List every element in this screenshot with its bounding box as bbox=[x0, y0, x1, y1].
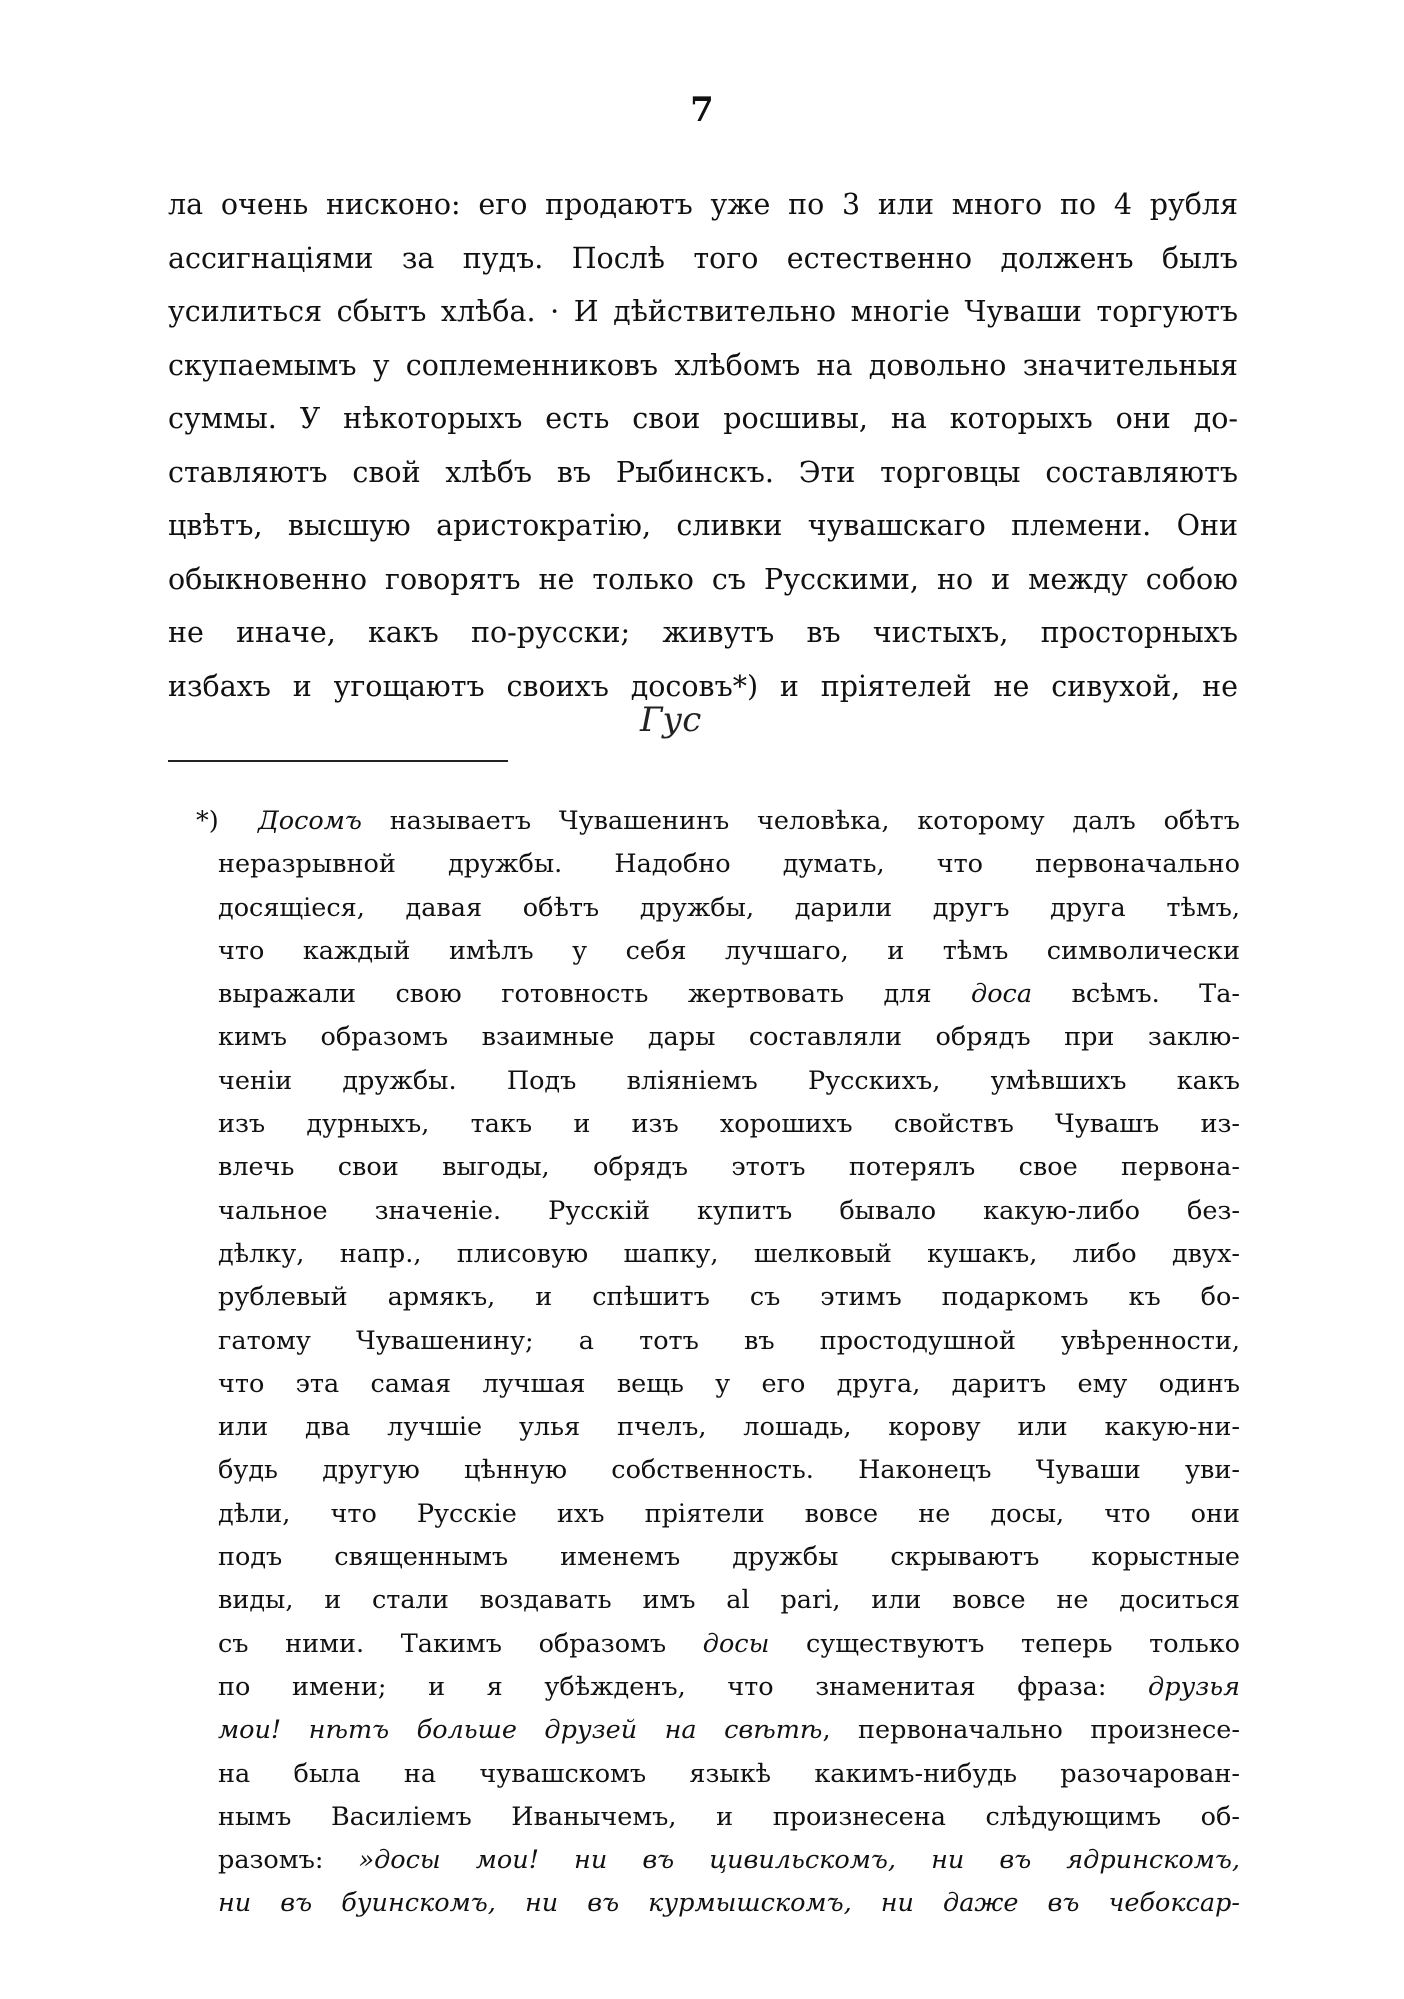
footnote-line bbox=[218, 1016, 1240, 1059]
footnote-run: на была на чувашскомъ языкѣ какимъ-нибудь разочарован- bbox=[218, 1758, 1240, 1789]
footnote-italic-run: доса bbox=[971, 979, 1033, 1010]
footnote-run: что каждый имѣлъ у себя лучшаго, и тѣмъ символически bbox=[218, 935, 1240, 966]
footnote-italic-run: Досомъ bbox=[258, 806, 362, 836]
page-number: 7 bbox=[690, 90, 714, 130]
footnote-run: или два лучшіе улья пчелъ, лошадь, корову или какую-ни- bbox=[218, 1412, 1240, 1443]
main-text-line: усилиться сбытъ хлѣба. · И дѣйствительно многіе Чуваши торгуютъ bbox=[168, 295, 1238, 328]
footnote-line bbox=[218, 1146, 1240, 1189]
footnote-line bbox=[218, 843, 1240, 886]
footnote-line bbox=[218, 1623, 1240, 1666]
footnote-italic-run: мои! нѣтъ больше друзей на свѣтѣ bbox=[218, 1715, 823, 1746]
main-text-line: цвѣтъ, высшую аристократію, сливки чувашскаго племени. Они bbox=[168, 509, 1238, 542]
footnote-marker: *) bbox=[196, 806, 219, 836]
footnote-line bbox=[218, 1276, 1240, 1319]
footnote-run: дѣлку, напр., плисовую шапку, шелковый кушакъ, либо двух- bbox=[218, 1238, 1240, 1269]
footnote-separator-rule bbox=[168, 760, 508, 762]
footnote-line bbox=[218, 973, 1240, 1016]
footnote-line bbox=[218, 1493, 1240, 1536]
footnote-run: чальное значеніе. Русскій купитъ бывало какую-либо без- bbox=[218, 1195, 1240, 1226]
footnote-line bbox=[218, 1666, 1240, 1709]
footnote-run: гатому Чувашенину; а тотъ въ простодушной увѣренности, bbox=[218, 1325, 1240, 1356]
footnote-line bbox=[218, 1753, 1240, 1796]
footnote-line bbox=[218, 1190, 1240, 1233]
main-text-line: ставляютъ свой хлѣбъ въ Рыбинскъ. Эти торговцы составляютъ bbox=[168, 455, 1238, 489]
footnote-line bbox=[218, 1320, 1240, 1363]
footnote-line bbox=[218, 1796, 1240, 1839]
footnote-line bbox=[218, 1363, 1240, 1406]
footnote-run: подъ священнымъ именемъ дружбы скрываютъ корыстные bbox=[218, 1542, 1240, 1573]
main-text-line: ла очень нисконо: его продаютъ уже по 3 или много по 4 рубля bbox=[168, 188, 1238, 221]
handwritten-mark: Гус bbox=[640, 700, 702, 740]
main-text-line: обыкновенно говорятъ не только съ Русскими, но и между собою bbox=[168, 562, 1238, 596]
footnote bbox=[196, 800, 1241, 1926]
footnote-run: по имени; и я убѣжденъ, что знаменитая фраза: bbox=[218, 1671, 1149, 1702]
footnote-italic-run: »досы мои! ни въ цивильскомъ, ни въ ядринскомъ, bbox=[358, 1845, 1240, 1876]
footnote-run: рублевый армякъ, и спѣшитъ съ этимъ подаркомъ къ бо- bbox=[218, 1282, 1240, 1313]
footnote-run: неразрывной дружбы. Надобно думать, что первоначально bbox=[218, 849, 1240, 880]
footnote-run: всѣмъ. Та- bbox=[1032, 979, 1241, 1010]
footnote-line bbox=[218, 1839, 1240, 1882]
footnote-run: будь другую цѣнную собственность. Наконецъ Чуваши уви- bbox=[218, 1455, 1240, 1486]
footnote-line bbox=[218, 1406, 1240, 1449]
footnote-line bbox=[218, 1579, 1240, 1622]
main-body-text bbox=[168, 178, 1238, 713]
footnote-line bbox=[218, 1882, 1240, 1925]
footnote-line bbox=[218, 1536, 1240, 1579]
main-text-line: не иначе, какъ по-русски; живутъ въ чистыхъ, просторныхъ bbox=[168, 616, 1238, 649]
main-text-line: скупаемымъ у соплеменниковъ хлѣбомъ на довольно значительныя bbox=[168, 348, 1238, 382]
main-text-line: суммы. У нѣкоторыхъ есть свои росшивы, на которыхъ они до- bbox=[168, 402, 1238, 435]
footnote-run: называетъ Чувашенинъ человѣка, которому далъ обѣтъ bbox=[361, 806, 1240, 836]
footnote-run: съ ними. Такимъ образомъ bbox=[218, 1628, 703, 1659]
main-text-line: избахъ и угощаютъ своихъ досовъ*) и пріятелей не сивухой, не bbox=[168, 669, 1238, 703]
footnote-line bbox=[218, 887, 1240, 930]
footnote-run: дѣли, что Русскіе ихъ пріятели вовсе не досы, что они bbox=[218, 1498, 1240, 1529]
footnote-run: кимъ образомъ взаимные дары составляли обрядъ при заклю- bbox=[218, 1022, 1240, 1053]
footnote-line bbox=[218, 1103, 1240, 1146]
footnote-run: существуютъ теперь только bbox=[769, 1628, 1240, 1659]
footnote-italic-run: ни въ буинскомъ, ни въ курмышскомъ, ни даже въ чебоксар- bbox=[218, 1888, 1240, 1919]
footnote-italic-run: друзья bbox=[1148, 1671, 1240, 1702]
footnote-run: разомъ: bbox=[218, 1845, 359, 1876]
footnote-italic-run: досы bbox=[702, 1628, 770, 1659]
footnote-run: виды, и стали воздавать имъ al pari, или вовсе не доситься bbox=[218, 1585, 1240, 1616]
footnote-run: досящіеся, давая обѣтъ дружбы, дарили другъ друга тѣмъ, bbox=[218, 892, 1240, 923]
footnote-run: , первоначально произнесе- bbox=[822, 1715, 1241, 1746]
main-text-line: ассигнаціями за пудъ. Послѣ того естественно долженъ былъ bbox=[168, 241, 1238, 275]
footnote-run: что эта самая лучшая вещь у его друга, даритъ ему одинъ bbox=[218, 1368, 1240, 1399]
footnote-run: изъ дурныхъ, такъ и изъ хорошихъ свойствъ Чувашъ из- bbox=[218, 1109, 1240, 1140]
footnote-line bbox=[218, 1233, 1240, 1276]
footnote-line bbox=[218, 1449, 1240, 1492]
footnote-line bbox=[218, 1709, 1240, 1752]
footnote-line bbox=[218, 930, 1240, 973]
footnote-line bbox=[218, 1060, 1240, 1103]
footnote-line bbox=[258, 800, 1240, 843]
footnote-run: нымъ Василіемъ Иванычемъ, и произнесена слѣдующимъ об- bbox=[218, 1801, 1240, 1832]
footnote-run: влечь свои выгоды, обрядъ этотъ потерялъ свое первона- bbox=[218, 1152, 1240, 1183]
footnote-run: выражали свою готовность жертвовать для bbox=[218, 979, 972, 1010]
footnote-run: ченіи дружбы. Подъ вліяніемъ Русскихъ, умѣвшихъ какъ bbox=[218, 1065, 1240, 1096]
